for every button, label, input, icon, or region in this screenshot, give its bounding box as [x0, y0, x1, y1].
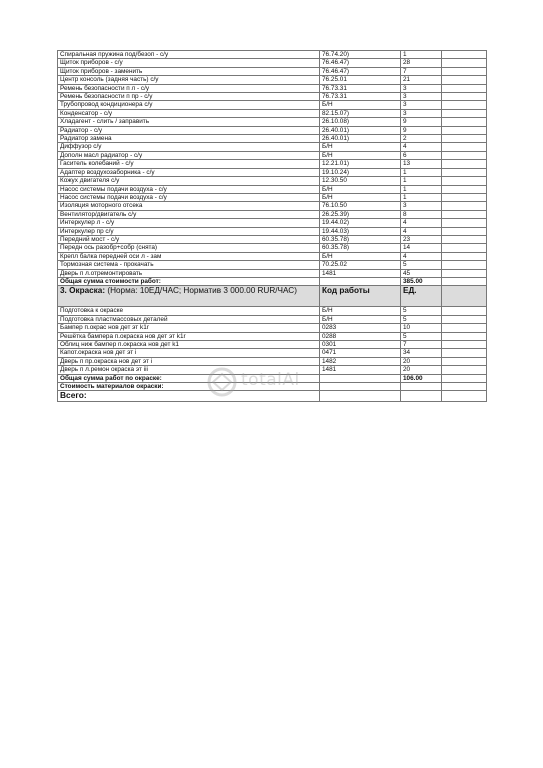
materials-label: Стоимость материалов окраски: [58, 383, 320, 391]
table-row [58, 126, 487, 134]
table-row [58, 341, 487, 349]
work-code-cell: 76.10.50 [320, 202, 401, 210]
work-units-cell: 5 [401, 315, 442, 323]
work-units-cell: 1 [401, 185, 442, 193]
watermark-text: totalAl [241, 370, 300, 390]
work-name-cell: Передн ось разобр+собр (снята) [58, 244, 320, 252]
work-units-cell: 5 [401, 261, 442, 269]
work-name-cell: Ремень безопасности п пр - с/у [58, 93, 320, 101]
work-name-cell: Конденсатор - с/у [58, 109, 320, 117]
watermark-logo [205, 366, 330, 398]
table-row [58, 244, 487, 252]
table-row [58, 219, 487, 227]
work-extra-cell [442, 177, 487, 185]
work-extra-cell [442, 168, 487, 176]
table-row [58, 307, 487, 315]
table-row [58, 177, 487, 185]
table-row [58, 210, 487, 218]
work-name-cell: Щиток приборов - заменить [58, 67, 320, 75]
work-extra-cell [442, 51, 487, 59]
work-name-cell: Облиц ниж бампер п.окраска нов дет k1 [58, 341, 320, 349]
work-code-cell: 76.46.47) [320, 67, 401, 75]
unit-column-header: ЕД. [401, 286, 442, 307]
work-extra-cell [442, 349, 487, 357]
work-extra-cell [442, 252, 487, 260]
work-name-cell: Передний мост - с/у [58, 235, 320, 243]
table-row [58, 357, 487, 365]
work-units-cell: 34 [401, 349, 442, 357]
table-row [58, 101, 487, 109]
work-code-cell: Б/Н [320, 252, 401, 260]
painting-total-label: Общая сумма работ по окраске: [58, 374, 320, 382]
table-row [58, 324, 487, 332]
work-code-cell: 82.15.07) [320, 109, 401, 117]
work-name-cell: Дверь п л.ремон окраска эт iii [58, 366, 320, 374]
table-row [58, 202, 487, 210]
work-units-cell: 3 [401, 101, 442, 109]
work-extra-cell [442, 193, 487, 201]
work-extra-cell [442, 126, 487, 134]
work-extra-cell [442, 135, 487, 143]
work-extra-cell [442, 269, 487, 277]
table-row [58, 252, 487, 260]
work-units-cell: 9 [401, 126, 442, 134]
work-units-cell: 1 [401, 51, 442, 59]
table-row [58, 160, 487, 168]
work-units-cell: 5 [401, 332, 442, 340]
work-name-cell: Подготовка пластмассовых деталей [58, 315, 320, 323]
work-code-cell: 26.25.39) [320, 210, 401, 218]
code-column-header: Код работы [320, 286, 401, 307]
work-extra-cell [442, 235, 487, 243]
work-code-cell: 12.21.01) [320, 160, 401, 168]
work-name-cell: Диффузор с/у [58, 143, 320, 151]
work-units-cell: 7 [401, 341, 442, 349]
work-code-cell: 26.10.08) [320, 118, 401, 126]
work-units-cell: 23 [401, 235, 442, 243]
work-name-cell: Щиток приборов - с/у [58, 59, 320, 67]
work-name-cell: Интеркулер пр с/у [58, 227, 320, 235]
work-units-cell: 45 [401, 269, 442, 277]
work-code-cell: Б/Н [320, 307, 401, 315]
work-units-cell: 4 [401, 227, 442, 235]
work-code-cell: 76.73.31 [320, 84, 401, 92]
work-units-cell: 20 [401, 366, 442, 374]
work-code-cell: 0288 [320, 332, 401, 340]
repair-works-rows [58, 51, 487, 278]
work-code-cell: Б/Н [320, 185, 401, 193]
work-units-cell: 8 [401, 210, 442, 218]
work-code-cell: 19.10.24) [320, 168, 401, 176]
work-code-cell: Б/Н [320, 151, 401, 159]
work-extra-cell [442, 160, 487, 168]
work-code-cell: 26.40.01) [320, 126, 401, 134]
grand-total-label: Всего: [58, 391, 320, 402]
work-name-cell: Подготовка к окраске [58, 307, 320, 315]
work-name-cell: Решётка бампера п.окраска нов дет эт k1r [58, 332, 320, 340]
work-name-cell: Радиатор замена [58, 135, 320, 143]
work-code-cell: 76.73.31 [320, 93, 401, 101]
section-title: 3. Окраска: [60, 286, 106, 296]
work-units-cell: 3 [401, 202, 442, 210]
work-code-cell: 76.25.01 [320, 76, 401, 84]
work-extra-cell [442, 261, 487, 269]
work-name-cell: Интеркулер л - с/у [58, 219, 320, 227]
work-code-cell: Б/Н [320, 143, 401, 151]
work-extra-cell [442, 332, 487, 340]
work-extra-cell [442, 143, 487, 151]
work-code-cell: Б/Н [320, 315, 401, 323]
work-extra-cell [442, 366, 487, 374]
work-extra-cell [442, 307, 487, 315]
table-row [58, 315, 487, 323]
work-extra-cell [442, 185, 487, 193]
work-units-cell: 3 [401, 109, 442, 117]
work-code-cell: 60.35.78) [320, 235, 401, 243]
work-name-cell: Спиральная пружина под/безоп - с/у [58, 51, 320, 59]
work-units-cell: 4 [401, 143, 442, 151]
work-units-cell: 10 [401, 324, 442, 332]
work-name-cell: Трубопровод кондиционера с/у [58, 101, 320, 109]
work-units-cell: 14 [401, 244, 442, 252]
work-name-cell: Крепл балка передней оси л - зам [58, 252, 320, 260]
work-units-cell: 3 [401, 93, 442, 101]
table-row [58, 269, 487, 277]
work-code-cell: Б/Н [320, 193, 401, 201]
work-extra-cell [442, 324, 487, 332]
table-row [58, 235, 487, 243]
work-code-cell: 0301 [320, 341, 401, 349]
work-code-cell: 1481 [320, 269, 401, 277]
work-units-cell: 28 [401, 59, 442, 67]
work-units-cell: 1 [401, 177, 442, 185]
work-name-cell: Бампер п.окрас нов дет эт k1r [58, 324, 320, 332]
work-code-cell: 0283 [320, 324, 401, 332]
work-extra-cell [442, 202, 487, 210]
table-row [58, 84, 487, 92]
work-code-cell: 19.44.02) [320, 219, 401, 227]
table-row [58, 185, 487, 193]
work-extra-cell [442, 118, 487, 126]
work-code-cell: 19.44.03) [320, 227, 401, 235]
work-code-cell: 0471 [320, 349, 401, 357]
work-name-cell: Дверь п л.отремонтировать [58, 269, 320, 277]
work-code-cell: 1482 [320, 357, 401, 365]
work-code-cell: Б/Н [320, 101, 401, 109]
work-units-cell: 4 [401, 252, 442, 260]
table-row [58, 93, 487, 101]
work-units-cell: 9 [401, 118, 442, 126]
works-total-label: Общая сумма стоимости работ: [58, 277, 320, 285]
work-units-cell: 21 [401, 76, 442, 84]
work-name-cell: Изоляция моторного отсека [58, 202, 320, 210]
work-name-cell: Хладагент - слить / заправить [58, 118, 320, 126]
painting-total-value: 106.00 [401, 374, 442, 382]
work-name-cell: Центр консоль (задняя часть) с/у [58, 76, 320, 84]
work-extra-cell [442, 244, 487, 252]
work-name-cell: Тормозная система - прокачать [58, 261, 320, 269]
work-units-cell: 20 [401, 357, 442, 365]
table-row [58, 67, 487, 75]
work-units-cell: 1 [401, 193, 442, 201]
watermark-circle-icon [205, 366, 239, 398]
work-code-cell: 60.35.78) [320, 244, 401, 252]
work-name-cell: Адаптер воздухозаборника - с/у [58, 168, 320, 176]
work-extra-cell [442, 210, 487, 218]
work-units-cell: 7 [401, 67, 442, 75]
table-row [58, 109, 487, 117]
work-name-cell: Дополн масл радиатор - с/у [58, 151, 320, 159]
work-extra-cell [442, 227, 487, 235]
work-units-cell: 6 [401, 151, 442, 159]
work-extra-cell [442, 151, 487, 159]
work-extra-cell [442, 109, 487, 117]
work-code-cell: 70.25.02 [320, 261, 401, 269]
work-units-cell: 4 [401, 219, 442, 227]
work-code-cell: 26.40.01) [320, 135, 401, 143]
table-row [58, 151, 487, 159]
works-total-value: 385.00 [401, 277, 442, 285]
estimate-table [57, 50, 487, 402]
painting-section-header [58, 286, 487, 307]
work-name-cell: Насос системы подачи воздуха - с/у [58, 193, 320, 201]
work-code-cell: 76.74.20) [320, 51, 401, 59]
work-code-cell: 1481 [320, 366, 401, 374]
table-row [58, 118, 487, 126]
work-name-cell: Гаситель колебаний - с/у [58, 160, 320, 168]
work-extra-cell [442, 219, 487, 227]
work-units-cell: 2 [401, 135, 442, 143]
section-norm-note: (Норма: 10ЕД/ЧАС; Норматив 3 000.00 RUR/ЧАС) [107, 286, 297, 296]
work-units-cell: 5 [401, 307, 442, 315]
table-row [58, 76, 487, 84]
work-extra-cell [442, 101, 487, 109]
table-row [58, 227, 487, 235]
work-extra-cell [442, 357, 487, 365]
work-extra-cell [442, 84, 487, 92]
work-name-cell: Кожух двигателя с/у [58, 177, 320, 185]
table-row [58, 143, 487, 151]
work-code-cell: 76.46.47) [320, 59, 401, 67]
works-total-row [58, 277, 487, 285]
work-name-cell: Насос системы подачи воздуха - с/у [58, 185, 320, 193]
estimate-sheet [57, 50, 486, 402]
painting-works-rows [58, 307, 487, 374]
table-row [58, 51, 487, 59]
work-name-cell: Вентилятор/двигатель с/у [58, 210, 320, 218]
table-row [58, 135, 487, 143]
table-row [58, 332, 487, 340]
work-name-cell: Дверь п пр.окраска нов дет эт i [58, 357, 320, 365]
work-extra-cell [442, 76, 487, 84]
work-extra-cell [442, 59, 487, 67]
work-name-cell: Радиатор - с/у [58, 126, 320, 134]
work-extra-cell [442, 341, 487, 349]
table-row [58, 261, 487, 269]
table-row [58, 168, 487, 176]
table-row [58, 59, 487, 67]
work-extra-cell [442, 93, 487, 101]
table-row [58, 349, 487, 357]
work-units-cell: 1 [401, 168, 442, 176]
work-name-cell: Капот.окраска нов дет эт i [58, 349, 320, 357]
work-code-cell: 12.30.50 [320, 177, 401, 185]
work-name-cell: Ремень безопасности п л - с/у [58, 84, 320, 92]
work-units-cell: 13 [401, 160, 442, 168]
work-extra-cell [442, 67, 487, 75]
work-units-cell: 3 [401, 84, 442, 92]
work-extra-cell [442, 315, 487, 323]
table-row [58, 193, 487, 201]
